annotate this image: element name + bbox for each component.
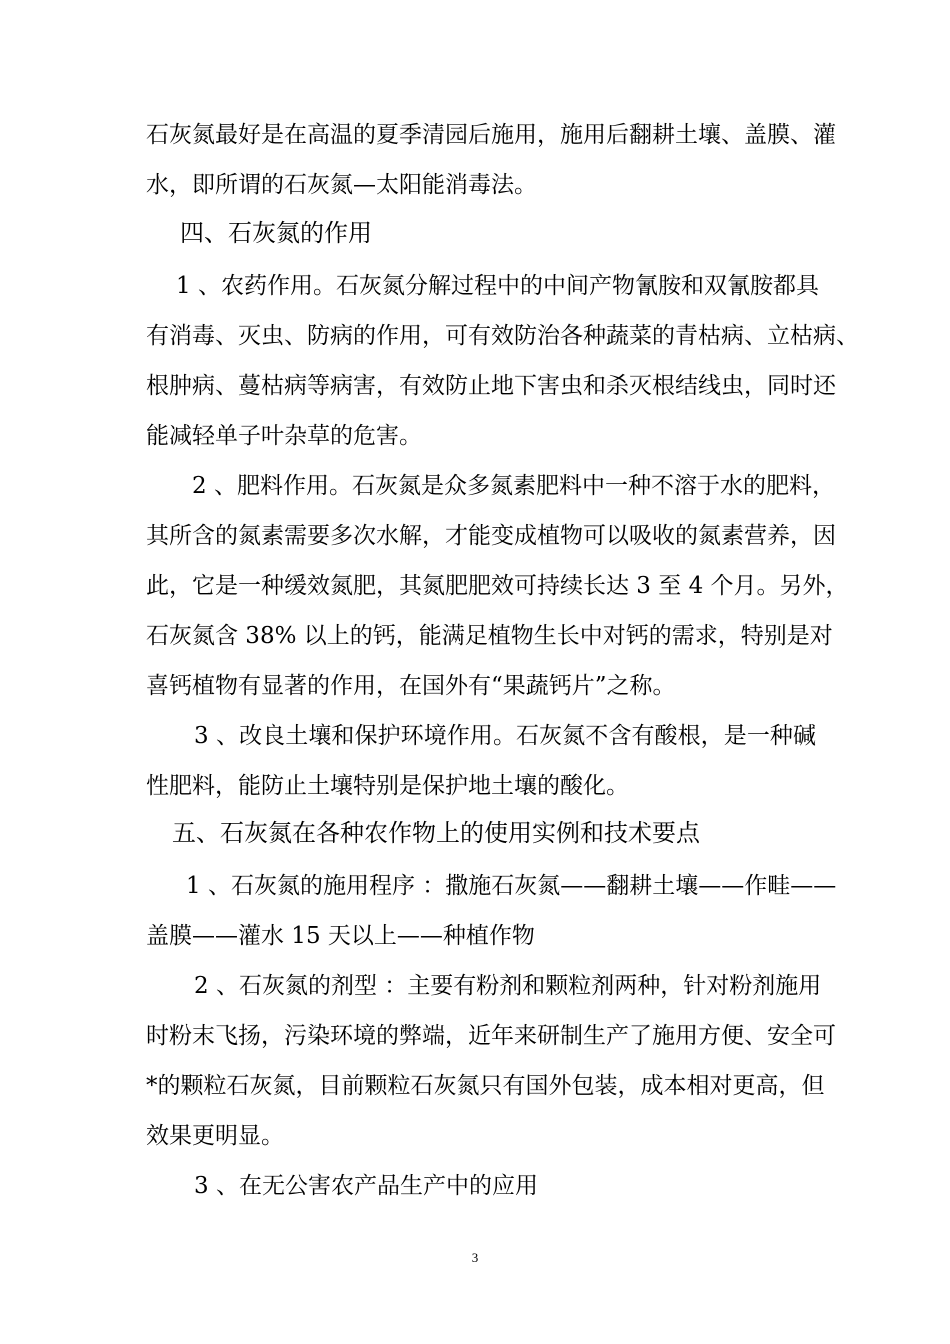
- paragraph-line: 水，即所谓的石灰氮—太阳能消毒法。: [146, 172, 537, 198]
- paragraph-line: 3 、在无公害农产品生产中的应用: [194, 1173, 538, 1199]
- paragraph-line: 其所含的氮素需要多次水解，才能变成植物可以吸收的氮素营养，因: [146, 523, 836, 549]
- paragraph-line: 根肿病、蔓枯病等病害，有效防止地下害虫和杀灭根结线虫，同时还: [146, 373, 836, 399]
- paragraph-line: 2 、肥料作用。石灰氮是众多氮素肥料中一种不溶于水的肥料，: [192, 473, 835, 499]
- paragraph-line: 能减轻单子叶杂草的危害。: [146, 423, 422, 449]
- section-heading-4: 四、石灰氮的作用: [180, 219, 372, 247]
- paragraph-line: 效果更明显。: [146, 1123, 284, 1149]
- paragraph-line: 喜钙植物有显著的作用，在国外有“果蔬钙片”之称。: [146, 673, 676, 699]
- page-number: 3: [471, 1250, 479, 1265]
- paragraph-line: 有消毒、灭虫、防病的作用，可有效防治各种蔬菜的青枯病、立枯病、: [146, 323, 859, 349]
- paragraph-line: *的颗粒石灰氮，目前颗粒石灰氮只有国外包装，成本相对更高，但: [146, 1073, 825, 1099]
- paragraph-line: 石灰氮最好是在高温的夏季清园后施用，施用后翻耕土壤、盖膜、灌: [146, 122, 836, 148]
- paragraph-line: 2 、石灰氮的剂型 ：主要有粉剂和颗粒剂两种，针对粉剂施用: [194, 973, 822, 999]
- paragraph-line: 此，它是一种缓效氮肥，其氮肥肥效可持续长达 3 至 4 个月。另外，: [146, 573, 849, 599]
- paragraph-line: 1 、农药作用。石灰氮分解过程中的中间产物氰胺和双氰胺都具: [176, 273, 819, 299]
- paragraph-line: 盖膜——灌水 15 天以上——种植作物: [146, 923, 535, 949]
- paragraph-line: 石灰氮含 38% 以上的钙，能满足植物生长中对钙的需求，特别是对: [146, 623, 833, 649]
- paragraph-line: 3 、改良土壤和保护环境作用。石灰氮不含有酸根，是一种碱: [194, 723, 816, 749]
- paragraph-line: 性肥料，能防止土壤特别是保护地土壤的酸化。: [146, 773, 629, 799]
- paragraph-line: 1 、石灰氮的施用程序 ：撒施石灰氮——翻耕土壤——作畦——: [186, 873, 837, 899]
- paragraph-line: 时粉末飞扬，污染环境的弊端，近年来研制生产了施用方便、安全可: [146, 1023, 836, 1049]
- section-heading-5: 五、石灰氮在各种农作物上的使用实例和技术要点: [172, 819, 700, 847]
